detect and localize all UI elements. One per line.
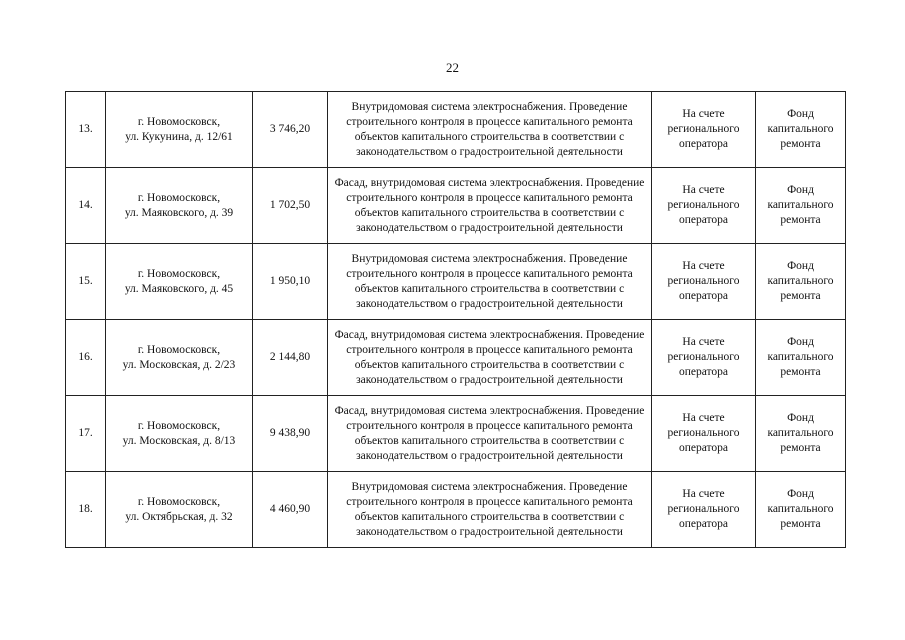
address-street: ул. Московская, д. 8/13 xyxy=(122,434,236,447)
row-number: 14. xyxy=(66,168,106,244)
address-cell xyxy=(106,472,253,548)
repair-works-table xyxy=(65,91,846,548)
address-street: ул. Московская, д. 2/23 xyxy=(122,358,236,371)
funding-source-cell: Фонд капитального ремонта xyxy=(756,396,846,472)
area-cell: 4 460,90 xyxy=(253,472,328,548)
area-cell: 2 144,80 xyxy=(253,320,328,396)
table-row xyxy=(66,472,846,548)
address-street: ул. Маяковского, д. 45 xyxy=(124,282,234,295)
address-city: г. Новомосковск, xyxy=(137,191,221,204)
funding-source-cell: Фонд капитального ремонта xyxy=(756,244,846,320)
address-cell xyxy=(106,244,253,320)
address-city: г. Новомосковск, xyxy=(137,343,221,356)
work-description-cell: Внутридомовая система электроснабжения. Проведение строительного контроля в процессе капитального ремонта объектов капитального строительства в соответствии с законодательством о градостроительной деятельности xyxy=(328,92,652,168)
table-row xyxy=(66,92,846,168)
row-number: 17. xyxy=(66,396,106,472)
address-cell xyxy=(106,168,253,244)
table-row xyxy=(66,168,846,244)
funding-source-cell: Фонд капитального ремонта xyxy=(756,168,846,244)
account-cell: На счете регионального оператора xyxy=(652,472,756,548)
address-street: ул. Октябрьская, д. 32 xyxy=(125,510,233,523)
row-number: 15. xyxy=(66,244,106,320)
row-number: 13. xyxy=(66,92,106,168)
row-number: 18. xyxy=(66,472,106,548)
area-cell: 9 438,90 xyxy=(253,396,328,472)
address-street: ул. Кукунина, д. 12/61 xyxy=(125,130,233,143)
address-city: г. Новомосковск, xyxy=(137,267,221,280)
address-cell xyxy=(106,320,253,396)
account-cell: На счете регионального оператора xyxy=(652,92,756,168)
table-row xyxy=(66,396,846,472)
area-cell: 1 702,50 xyxy=(253,168,328,244)
work-description-cell: Фасад, внутридомовая система электроснабжения. Проведение строительного контроля в процессе капитального ремонта объектов капитального строительства в соответствии с законодательством о градостроительной деятельности xyxy=(328,168,652,244)
area-cell: 3 746,20 xyxy=(253,92,328,168)
funding-source-cell: Фонд капитального ремонта xyxy=(756,92,846,168)
account-cell: На счете регионального оператора xyxy=(652,168,756,244)
funding-source-cell: Фонд капитального ремонта xyxy=(756,472,846,548)
account-cell: На счете регионального оператора xyxy=(652,244,756,320)
funding-source-cell: Фонд капитального ремонта xyxy=(756,320,846,396)
address-city: г. Новомосковск, xyxy=(137,115,221,128)
address-street: ул. Маяковского, д. 39 xyxy=(124,206,234,219)
address-city: г. Новомосковск, xyxy=(137,495,221,508)
address-cell xyxy=(106,92,253,168)
work-description-cell: Внутридомовая система электроснабжения. Проведение строительного контроля в процессе капитального ремонта объектов капитального строительства в соответствии с законодательством о градостроительной деятельности xyxy=(328,244,652,320)
work-description-cell: Фасад, внутридомовая система электроснабжения. Проведение строительного контроля в процессе капитального ремонта объектов капитального строительства в соответствии с законодательством о градостроительной деятельности xyxy=(328,396,652,472)
table-row xyxy=(66,320,846,396)
account-cell: На счете регионального оператора xyxy=(652,320,756,396)
address-city: г. Новомосковск, xyxy=(137,419,221,432)
page-number: 22 xyxy=(446,60,459,75)
work-description-cell: Внутридомовая система электроснабжения. Проведение строительного контроля в процессе капитального ремонта объектов капитального строительства в соответствии с законодательством о градостроительной деятельности xyxy=(328,472,652,548)
row-number: 16. xyxy=(66,320,106,396)
account-cell: На счете регионального оператора xyxy=(652,396,756,472)
area-cell: 1 950,10 xyxy=(253,244,328,320)
table-row xyxy=(66,244,846,320)
work-description-cell: Фасад, внутридомовая система электроснабжения. Проведение строительного контроля в процессе капитального ремонта объектов капитального строительства в соответствии с законодательством о градостроительной деятельности xyxy=(328,320,652,396)
address-cell xyxy=(106,396,253,472)
